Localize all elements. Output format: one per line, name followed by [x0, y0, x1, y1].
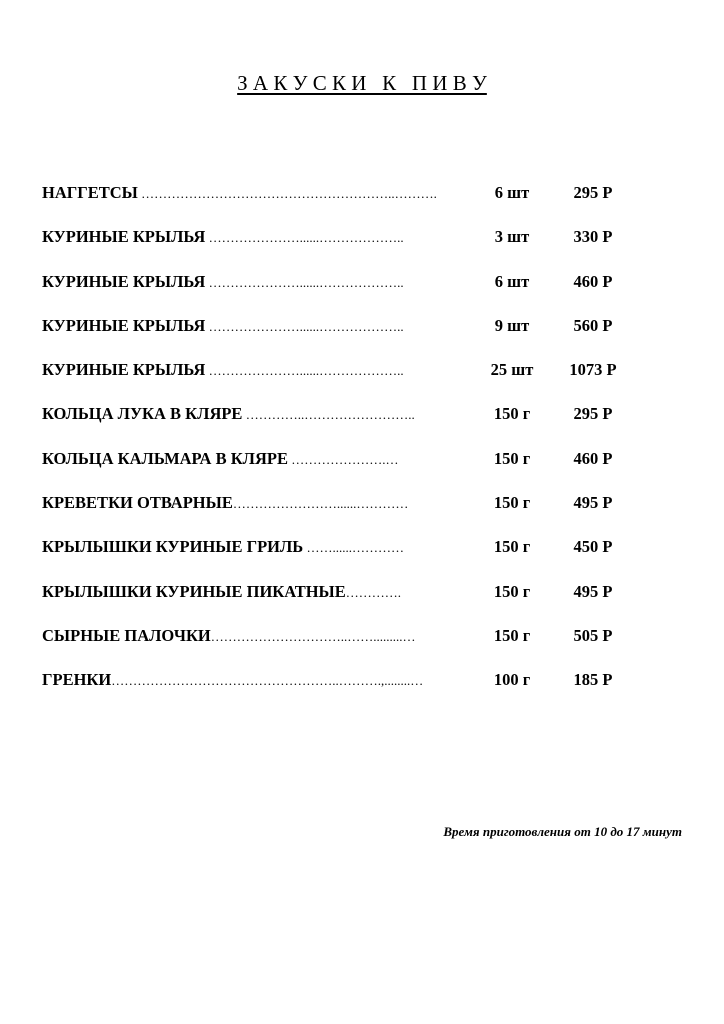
- item-price: 1073 Р: [569, 360, 617, 380]
- item-name: КОЛЬЦА КАЛЬМАРА В КЛЯРЕ: [42, 448, 288, 468]
- menu-item: [42, 404, 682, 448]
- item-name: КРЫЛЫШКИ КУРИНЫЕ ГРИЛЬ: [42, 537, 304, 557]
- item-quantity: 150 г: [493, 404, 531, 424]
- item-price: 560 Р: [573, 315, 613, 335]
- item-price: 185 Р: [573, 670, 613, 690]
- menu-item: [42, 227, 682, 271]
- menu-item: [42, 582, 682, 626]
- item-leader-dots: ………….: [345, 584, 402, 600]
- item-quantity: 6 шт: [494, 271, 530, 291]
- menu-item: [42, 493, 682, 537]
- menu-item: [42, 272, 682, 316]
- menu-item: [42, 316, 682, 360]
- item-price: 460 Р: [573, 448, 613, 468]
- item-name: КУРИНЫЕ КРЫЛЬЯ: [42, 271, 206, 291]
- menu-item: [42, 537, 682, 581]
- menu-list: [42, 183, 682, 715]
- item-quantity: 150 г: [493, 493, 531, 513]
- item-leader-dots: ……......…………: [303, 540, 404, 556]
- item-price: 330 Р: [573, 227, 613, 247]
- item-quantity: 3 шт: [494, 227, 530, 247]
- item-quantity: 150 г: [493, 625, 531, 645]
- item-leader-dots: …………………......………………..: [205, 230, 404, 246]
- item-name: НАГГЕТСЫ: [42, 183, 138, 202]
- cooking-time-note: Время приготовления от 10 до 17 минут: [443, 824, 682, 839]
- menu-item: [42, 670, 682, 714]
- item-name: ГРЕНКИ: [42, 670, 112, 690]
- item-quantity: 150 г: [493, 537, 531, 557]
- item-price: 495 Р: [573, 493, 613, 513]
- item-name: СЫРНЫЕ ПАЛОЧКИ: [42, 625, 211, 645]
- item-price: 495 Р: [573, 581, 613, 601]
- item-price: 505 Р: [573, 625, 613, 645]
- item-name: КРЫЛЫШКИ КУРИНЫЕ ПИКАТНЫЕ: [42, 581, 346, 601]
- item-leader-dots: …………………………..…….........…: [210, 628, 416, 644]
- item-price: 295 Р: [573, 183, 613, 202]
- menu-item: [42, 360, 682, 404]
- item-price: 295 Р: [573, 404, 613, 424]
- item-name: КРЕВЕТКИ ОТВАРНЫЕ: [42, 493, 233, 513]
- item-leader-dots: …………………......………………..: [205, 274, 404, 290]
- item-quantity: 25 шт: [490, 360, 534, 380]
- item-leader-dots: ……………………………………………..……….,........…: [111, 673, 424, 689]
- item-leader-dots: ……………………......…………: [232, 496, 409, 512]
- item-leader-dots: …………………………………………………..……….: [137, 186, 437, 201]
- item-leader-dots: ………………….…: [287, 451, 399, 467]
- item-quantity: 9 шт: [494, 315, 530, 335]
- item-quantity: 100 г: [493, 670, 531, 690]
- menu-item: [42, 626, 682, 670]
- item-price: 450 Р: [573, 537, 613, 557]
- item-name: КУРИНЫЕ КРЫЛЬЯ: [42, 360, 206, 380]
- item-name: КУРИНЫЕ КРЫЛЬЯ: [42, 315, 206, 335]
- item-leader-dots: …………..……………………..: [242, 407, 415, 423]
- item-quantity: 150 г: [493, 448, 531, 468]
- item-name: КОЛЬЦА ЛУКА В КЛЯРЕ: [42, 404, 243, 424]
- item-leader-dots: …………………......………………..: [205, 363, 404, 379]
- page-title: З А К У С К И К П И В У: [237, 71, 487, 95]
- item-name: КУРИНЫЕ КРЫЛЬЯ: [42, 227, 206, 247]
- menu-item: [42, 449, 682, 493]
- item-quantity: 6 шт: [494, 183, 530, 202]
- item-leader-dots: …………………......………………..: [205, 318, 404, 334]
- item-price: 460 Р: [573, 271, 613, 291]
- menu-item: [42, 183, 682, 227]
- item-quantity: 150 г: [493, 581, 531, 601]
